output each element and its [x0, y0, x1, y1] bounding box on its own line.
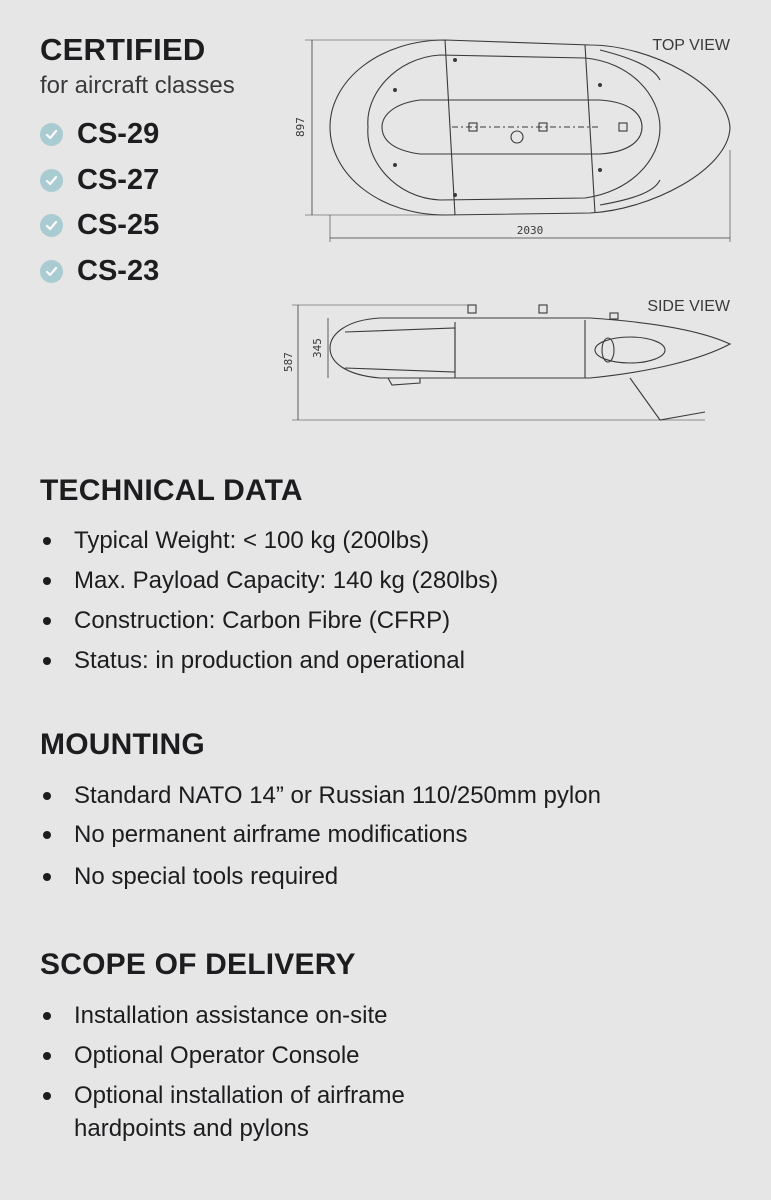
bullet-dot: [43, 1052, 51, 1060]
cert-item-cs25: [40, 203, 159, 249]
list-item: Status: in production and operational: [40, 644, 740, 677]
delivery-list: [40, 999, 740, 1145]
check-icon: [40, 214, 63, 237]
side-body-height-dimension: 345: [311, 338, 324, 358]
top-view-outline: [330, 40, 730, 215]
technical-data-list: [40, 524, 740, 677]
scope-of-delivery-title: SCOPE OF DELIVERY: [40, 948, 356, 981]
mounting-list: [40, 779, 740, 893]
side-total-height-dimension: 587: [282, 352, 295, 372]
list-item: Optional installation of airframe hardpoints and pylons: [40, 1079, 474, 1145]
bullet-dot: [43, 873, 51, 881]
width-dimension: 897: [294, 117, 307, 137]
cert-item-cs23: [40, 249, 159, 295]
list-item: No permanent airframe modifications: [40, 818, 740, 851]
list-item: Standard NATO 14” or Russian 110/250mm pylon: [40, 779, 740, 812]
bullet-dot: [43, 657, 51, 665]
bullet-dot: [43, 831, 51, 839]
mounting-title: MOUNTING: [40, 728, 205, 761]
cert-label: CS-25: [77, 209, 160, 242]
cert-label: CS-23: [77, 254, 160, 287]
technical-data-title: TECHNICAL DATA: [40, 474, 303, 507]
certification-list: [40, 112, 159, 294]
bullet-dot: [43, 792, 51, 800]
check-icon: [40, 123, 63, 146]
side-view-outline: [330, 318, 730, 378]
cert-item-cs27: [40, 158, 159, 204]
list-item: No special tools required: [40, 860, 740, 893]
check-icon: [40, 169, 63, 192]
certified-subtitle: for aircraft classes: [40, 72, 235, 99]
list-item: Typical Weight: < 100 kg (200lbs): [40, 524, 740, 557]
cert-label: CS-27: [77, 163, 160, 196]
list-item: Optional Operator Console: [40, 1039, 740, 1072]
bullet-dot: [43, 1092, 51, 1100]
top-view-label: TOP VIEW: [652, 37, 730, 54]
bullet-dot: [43, 577, 51, 585]
bullet-dot: [43, 537, 51, 545]
length-dimension: 2030: [516, 224, 544, 237]
bullet-dot: [43, 1012, 51, 1020]
side-view-label: SIDE VIEW: [647, 298, 730, 315]
list-item: Construction: Carbon Fibre (CFRP): [40, 604, 740, 637]
check-icon: [40, 260, 63, 283]
list-item: Installation assistance on-site: [40, 999, 740, 1032]
cert-label: CS-29: [77, 118, 160, 151]
list-item: Max. Payload Capacity: 140 kg (280lbs): [40, 564, 740, 597]
cert-item-cs29: [40, 112, 159, 158]
bullet-dot: [43, 617, 51, 625]
certified-title: CERTIFIED: [40, 32, 206, 67]
pod-technical-drawing: [270, 30, 740, 430]
